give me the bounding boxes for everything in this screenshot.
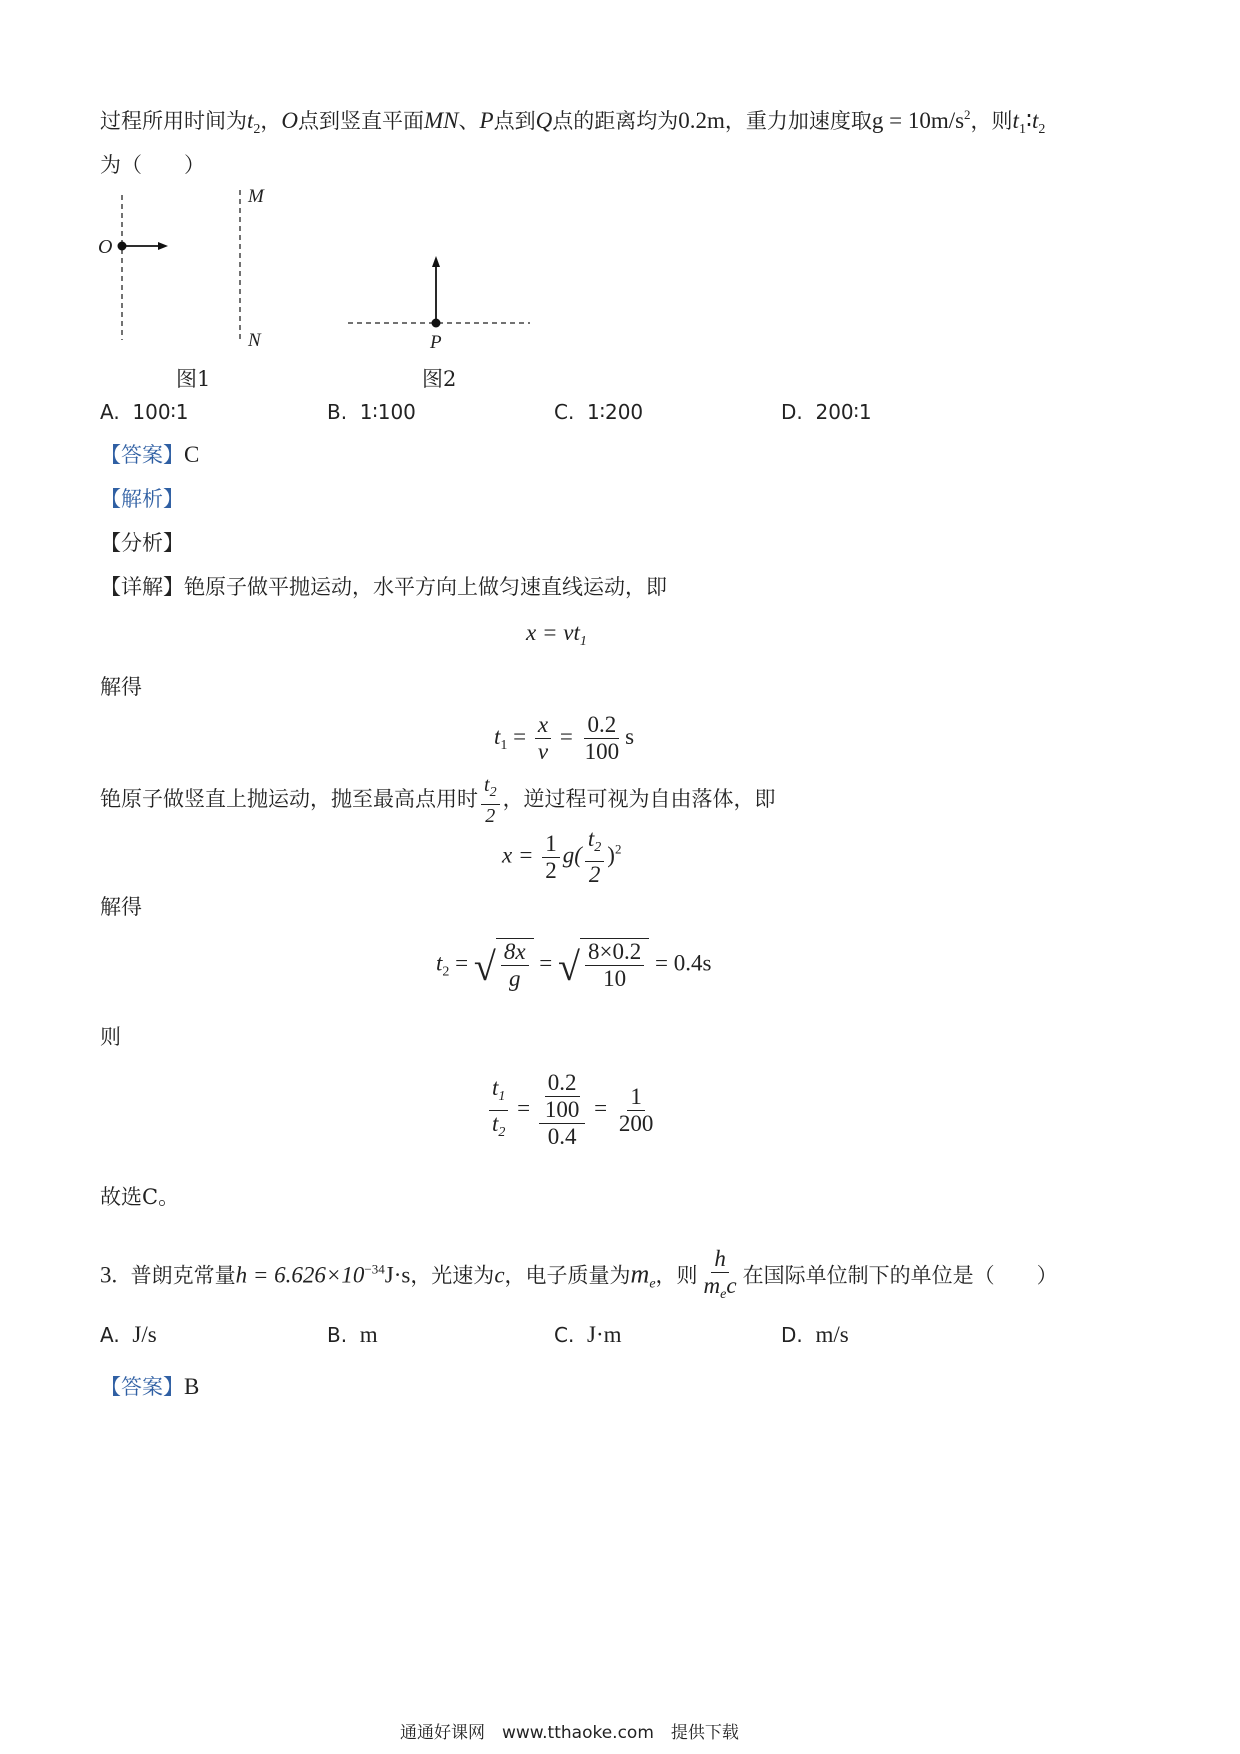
q3-option-d[interactable] [781, 1322, 849, 1348]
figure-diagram [90, 180, 560, 395]
q3-option-a[interactable] [100, 1322, 157, 1348]
var-t: t [247, 108, 254, 133]
option-text: m/s [815, 1322, 849, 1347]
planck-sup: −34 [364, 1261, 385, 1277]
text: ，电子质量为 [504, 1263, 631, 1288]
q3-option-b[interactable] [327, 1322, 378, 1348]
intro-line-1 [100, 100, 1045, 145]
frac-den: c [726, 1273, 737, 1298]
option-text: 1∶200 [587, 400, 644, 424]
fraction-result [616, 1084, 657, 1137]
option-letter: C. [554, 400, 575, 424]
detail-text: 铯原子做平抛运动，水平方向上做匀速直线运动，即 [184, 575, 667, 599]
eq-text: x = vt [526, 620, 580, 645]
frac-den: 200 [618, 1110, 654, 1136]
fig1-label-O: O [98, 236, 113, 258]
eq-result: = 0.4s [654, 950, 712, 976]
frac-den: 100 [584, 739, 620, 764]
arrowhead-up-icon [432, 256, 440, 267]
option-letter: D. [781, 1323, 803, 1347]
conclusion: 故选C。 [100, 1185, 180, 1209]
option-text: 1∶100 [359, 400, 416, 424]
q2-detail [100, 572, 667, 602]
var-me: m [630, 1259, 650, 1289]
option-text: J·m [587, 1322, 622, 1347]
q2-option-d[interactable] [781, 400, 872, 424]
frac-num: 8x [501, 939, 529, 966]
frac-num: 0.2 [584, 712, 619, 739]
intro-text: ，重力加速度取 [724, 109, 872, 133]
frac-num-sub: 2 [594, 840, 602, 855]
gravity-sup: 2 [964, 107, 971, 122]
q2-option-a[interactable] [100, 400, 189, 424]
frac-sub: 1 [498, 1088, 506, 1104]
fraction-h-over-mec [701, 1246, 740, 1308]
intro-text: 、 [458, 109, 480, 133]
eq-unit: s [625, 723, 635, 749]
ratio-t2: t [1031, 108, 1039, 133]
distance-value: 0.2m [678, 108, 725, 133]
option-letter: C. [554, 1323, 575, 1347]
fraction-half [542, 831, 560, 884]
eq-sup: 2 [614, 841, 622, 857]
frac-num: 1 [627, 1084, 645, 1111]
text: ，则 [655, 1263, 698, 1288]
equation-free-fall [502, 826, 621, 888]
fig2-caption: 图2 [422, 367, 457, 391]
option-letter: A. [100, 400, 120, 424]
var-sub: 2 [253, 122, 261, 137]
fig2-label-P: P [430, 332, 442, 353]
fraction-value [582, 712, 623, 765]
ratio-colon: ∶ [1025, 108, 1032, 133]
sqrt-value: √ $\frac{8\times 0.2}{10}$ [558, 938, 649, 992]
ratio-t2-sub: 2 [1038, 122, 1046, 137]
vertical-throw-line [100, 774, 776, 827]
frac-var: t [492, 1074, 499, 1100]
option-text: 200∶1 [815, 400, 872, 424]
frac-num: 0.2 [545, 1070, 580, 1097]
option-text: J/s [132, 1322, 157, 1347]
frac-num: t [587, 826, 595, 851]
eq-sub: 2 [442, 964, 450, 980]
q2-jiexi-tag: 【解析】 [100, 487, 184, 511]
frac-den: 100 [544, 1097, 580, 1122]
frac-num: h [711, 1246, 729, 1273]
question-number: 3. [100, 1262, 118, 1288]
eq-var: t [436, 950, 443, 976]
intro-text: 点到竖直平面 [298, 109, 425, 133]
text: ，光速为 [410, 1263, 495, 1288]
option-letter: B. [327, 1323, 348, 1347]
planck-expr: h = 6.626×10 [235, 1262, 365, 1288]
planck-unit: J·s [384, 1262, 411, 1288]
answer-value: C [184, 442, 200, 467]
var-c: c [494, 1262, 505, 1288]
intro-line-2: 为（ ） [100, 153, 205, 177]
fraction-t2-over-2 [585, 826, 604, 888]
text: 普朗克常量 [130, 1263, 236, 1288]
fig1-label-N: N [248, 330, 261, 351]
eq-sub: 1 [500, 737, 508, 753]
arrowhead-right-icon [158, 242, 168, 250]
eq-text: g( [562, 842, 582, 868]
q3-stem [100, 1246, 1058, 1308]
frac-num: 8×0.2 [585, 939, 644, 966]
var-P: P [479, 108, 494, 133]
fraction-x-over-v [535, 712, 551, 765]
frac-den: v [537, 739, 549, 764]
frac-num: x [535, 712, 551, 739]
q2-option-b[interactable] [327, 400, 416, 424]
frac-den-sub: e [720, 1287, 727, 1302]
q2-answer [100, 440, 199, 470]
equation-t1: $t_1$ = $\frac{x}{v}$ = $\frac{0.2}{100}$ s [494, 712, 635, 764]
compound-fraction [539, 1070, 586, 1150]
frac-den: g [508, 966, 521, 991]
eq-text: ) [607, 842, 615, 868]
equation-t2-sqrt: $t_2$ = √ $\frac{8x}{g}$ = √ $\frac{8\times 0.2}{10}$ = 0.4s [436, 939, 712, 991]
option-letter: A. [100, 1323, 120, 1347]
equation-ratio: $\frac{t_1}{t_2}$ = $\frac{\frac{0.2}{100}}{0.4}$ = $\frac{1}{200}$ [486, 1070, 659, 1150]
intro-text: ， [260, 109, 282, 133]
answer-value: B [184, 1374, 200, 1399]
q3-option-c[interactable] [554, 1322, 622, 1348]
fig1-caption: 图1 [176, 367, 211, 391]
eq-sub: 1 [579, 634, 587, 649]
answer-tag: 【答案】 [100, 443, 184, 467]
ratio-t1-sub: 1 [1018, 122, 1026, 137]
ze-label: 则 [100, 1025, 121, 1049]
gravity-expr: g = 10m/s [871, 108, 965, 133]
text: ，逆过程可视为自由落体，即 [502, 787, 776, 811]
footer-source[interactable]: 通通好课网 www.tthaoke.com 提供下载 [400, 1723, 739, 1743]
q3-answer [100, 1372, 199, 1402]
intro-text: 点的距离均为 [552, 109, 679, 133]
frac-den: 2 [588, 862, 601, 887]
q2-option-c[interactable] [554, 400, 643, 424]
intro-text: 过程所用时间为 [100, 109, 247, 133]
equation-x-vt1 [526, 620, 587, 650]
var-O: O [281, 108, 299, 133]
frac-den: 10 [603, 966, 627, 991]
fraction-t2-over-2 [481, 774, 500, 827]
intro-text: 点到 [493, 109, 536, 133]
option-text: 100∶1 [132, 400, 189, 424]
sqrt-8x-over-g: √ $\frac{8x}{g}$ [474, 938, 534, 992]
option-letter: B. [327, 400, 348, 424]
frac-den: 0.4 [547, 1124, 577, 1149]
option-letter: D. [781, 400, 803, 424]
answer-tag: 【答案】 [100, 1375, 184, 1399]
eq-var: t [494, 723, 501, 749]
option-text: m [359, 1322, 378, 1347]
q2-fenxi-tag: 【分析】 [100, 531, 184, 555]
frac-var: t [492, 1110, 499, 1136]
frac-den: m [703, 1273, 721, 1298]
frac-den: 2 [485, 805, 496, 827]
frac-num: 1 [542, 831, 560, 858]
text: 铯原子做竖直上抛运动，抛至最高点用时 [100, 787, 478, 811]
jiede-2: 解得 [100, 895, 142, 919]
fig1-label-M: M [248, 186, 264, 207]
var-MN: MN [424, 108, 459, 133]
jiede-1: 解得 [100, 675, 142, 699]
frac-num: t [484, 774, 490, 796]
frac-den: 2 [545, 857, 557, 883]
frac-num-sub: 2 [489, 785, 497, 800]
detail-tag: 【详解】 [100, 575, 184, 599]
fraction-t1-over-t2 [489, 1075, 508, 1146]
var-Q: Q [535, 108, 553, 133]
text: 在国际单位制下的单位是（ ） [742, 1263, 1058, 1288]
ratio-t1: t [1012, 108, 1019, 133]
intro-text: ，则 [970, 109, 1013, 133]
var-me-sub: e [649, 1276, 656, 1292]
eq-text: x = [502, 842, 534, 868]
frac-sub: 2 [498, 1124, 506, 1140]
